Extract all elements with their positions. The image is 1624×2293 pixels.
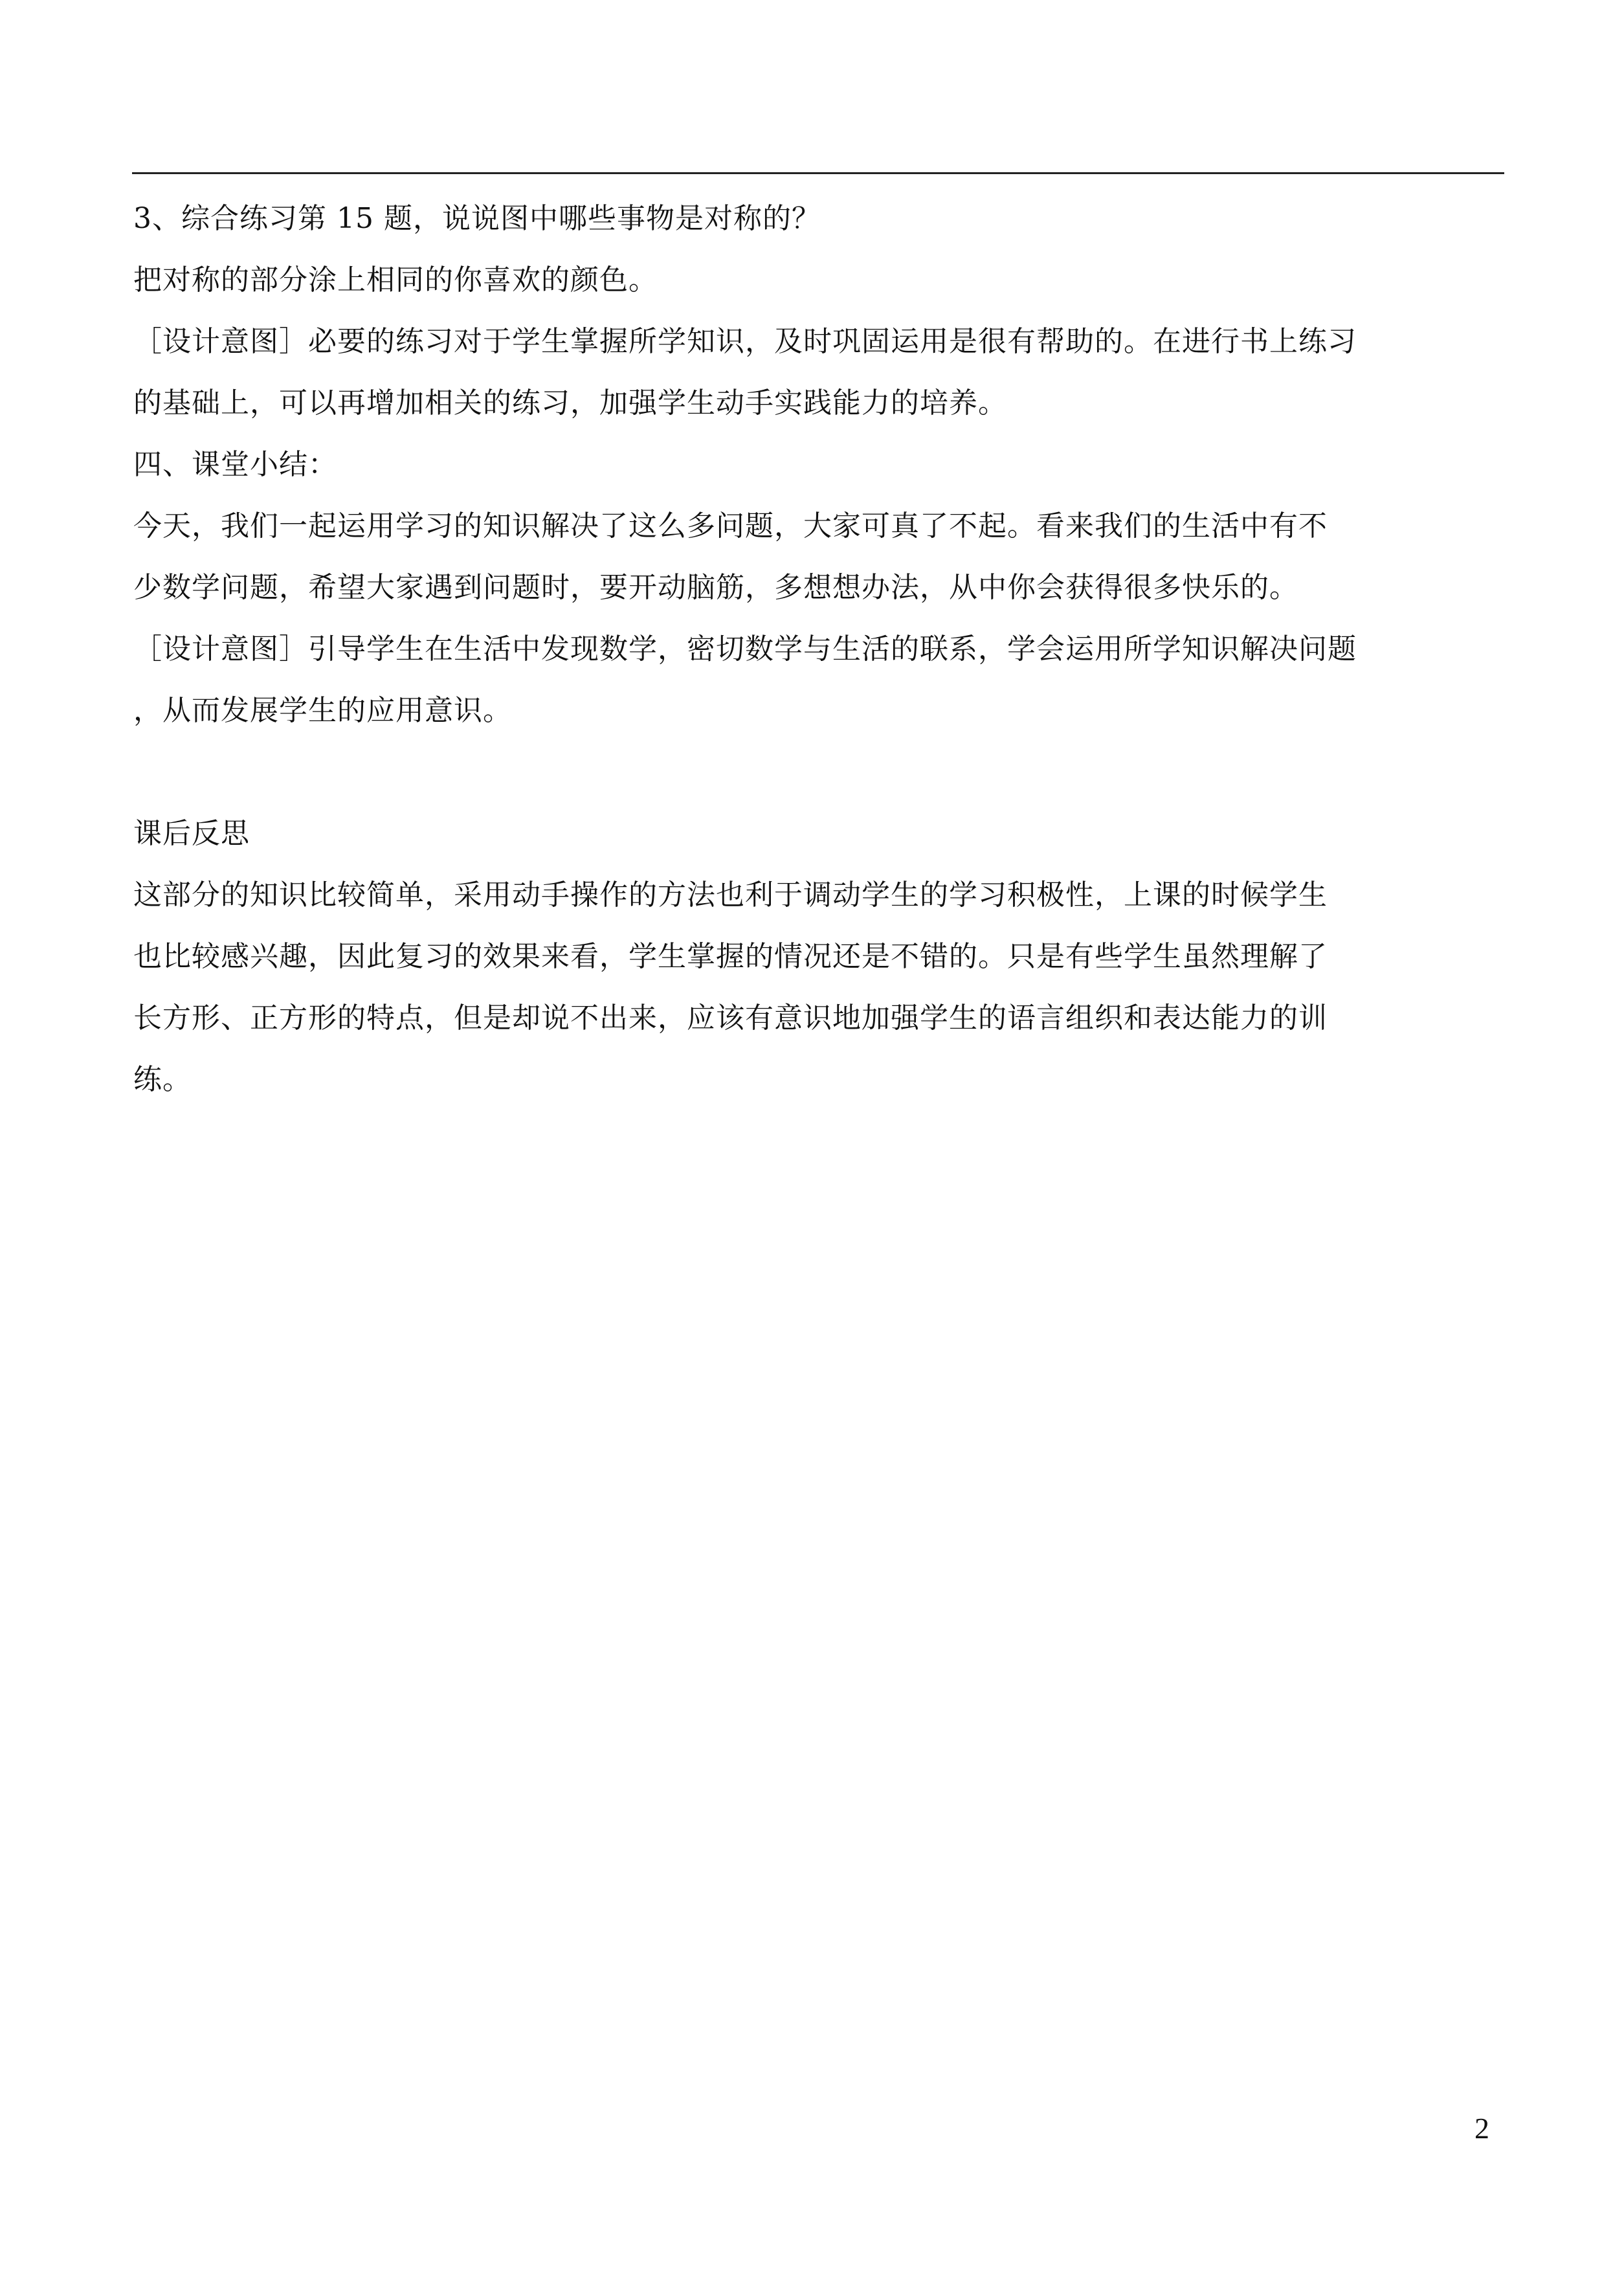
reflection-line-2: 也比较感兴趣，因此复习的效果来看，学生掌握的情况还是不错的。只是有些学生虽然理解了 [133, 940, 1328, 973]
reflection-line-3: 长方形、正方形的特点，但是却说不出来，应该有意识地加强学生的语言组织和表达能力的训 [133, 1001, 1328, 1035]
design-intent-line-1: ［设计意图］必要的练习对于学生掌握所学知识，及时巩固运用是很有帮助的。在进行书上练习 [133, 325, 1357, 358]
summary-line-2: 少数学问题，希望大家遇到问题时，要开动脑筋，多想想办法，从中你会获得很多快乐的。 [133, 571, 1298, 604]
page-number: 2 [1474, 2112, 1489, 2145]
document-body [133, 188, 1506, 1110]
exercise-line-1: 3、综合练习第 15 题，说说图中哪些事物是对称的？ [133, 202, 821, 235]
header-rule [132, 172, 1504, 174]
reflection-title: 课后反思 [133, 817, 250, 850]
reflection-line-1: 这部分的知识比较简单，采用动手操作的方法也利于调动学生的学习积极性，上课的时候学生 [133, 878, 1328, 912]
exercise-line-2: 把对称的部分涂上相同的你喜欢的颜色。 [133, 263, 658, 296]
blank-line [133, 741, 1506, 803]
summary-line-1: 今天，我们一起运用学习的知识解决了这么多问题，大家可真了不起。看来我们的生活中有不 [133, 509, 1328, 542]
design-intent-line-3: ［设计意图］引导学生在生活中发现数学，密切数学与生活的联系，学会运用所学知识解决问题 [133, 632, 1357, 666]
design-intent-line-2: 的基础上，可以再增加相关的练习，加强学生动手实践能力的培养。 [133, 386, 1007, 419]
design-intent-line-4: ，从而发展学生的应用意识。 [133, 694, 512, 727]
section-heading-summary: 四、课堂小结： [133, 448, 337, 481]
reflection-line-4: 练。 [133, 1063, 192, 1096]
